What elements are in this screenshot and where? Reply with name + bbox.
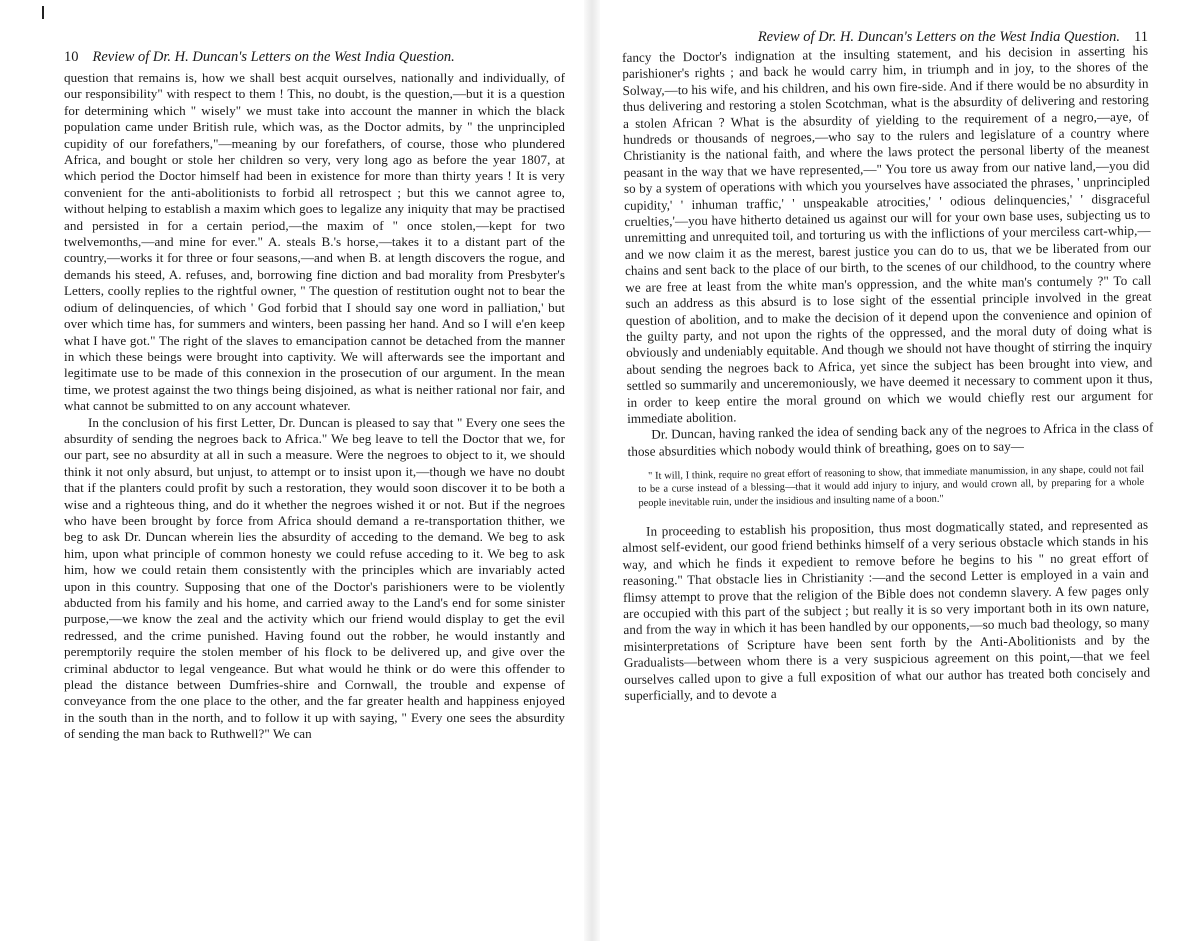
left-running-head <box>64 48 565 66</box>
right-body-text <box>622 43 1154 460</box>
block-quote: " It will, I think, require no great effort of reasoning to show, that immediate manumission, in any shape, could not fail to be a curse instead of a blessing—that it would add injury to injury, and would crown all, by preparing for a whole people inevitable ruin, under the insidious and insulting name of a boon." <box>638 464 1145 509</box>
left-page <box>0 0 585 941</box>
right-paragraph: Dr. Duncan, having ranked the idea of sending back any of the negroes to Africa in the class of those absurdities which nobody would think of breathing, goes on to say— <box>627 419 1154 459</box>
right-page-number: 11 <box>1134 29 1148 45</box>
left-paragraph: question that remains is, how we shall best acquit ourselves, nationally and individually, of our responsibility" with respect to them ! This, no doubt, is the question,—but it is a question for determining which " wisely" we must take into account the manner in which the black population came under British rule, which was, as the Doctor admits, by " the unprincipled cupidity of our forefathers,"—meaning by our forefathers, of course, those who plundered Africa, and bought or stole her children so very, very long ago as before the year 1807, at which period the Doctor himself had been in existence for more than thirty years ! It is very convenient for the anti-abolitionists to forbid all retrospect ; but this we cannot agree to, without helping to establish a maxim which goes to legalize any iniquity that may be practised and persisted in for a certain period,—the maxim of " once stolen,—kept for two twelvemonths,—and mine for ever." A. steals B.'s horse,—takes it to a distant part of the country,—works it for three or four seasons,—and when B. at length discovers the rogue, and demands his steed, A. refuses, and, borrowing fine diction and bad morality from Presbyter's Letters, coolly replies to the rightful owner, " The question of restitution ought not to bear the odium of delinquencies, of which ' God forbid that I should say one word in palliation,' but over which time has, for summers and winters, been passing her hand. And so I will e'en keep what I have got." The right of the slaves to emancipation cannot be detached from the manner in which these beings were brought into captivity. We will afterwards see the important and legitimate use to be made of this connexion in the prosecution of our argument. In the mean time, we protest against the two things being disjoined, as what is neither rational nor fair, and what cannot be submitted to on any account whatever. <box>64 70 565 414</box>
right-page <box>600 0 1200 941</box>
right-running-title: Review of Dr. H. Duncan's Letters on the West India Question. <box>757 29 1121 45</box>
right-paragraph: fancy the Doctor's indignation at the insulting statement, and his decision in asserting his parishioner's rights ; and back he would carry him, in triumph and in joy, to the shores of the Solway,—to his wife, and his children, and his own fire-side. And if there would be no absurdity in thus delivering and restoring a stolen Scotchman, what is the absurdity of delivering and restoring a stolen African ? What is the absurdity of yielding to the requirement of a negro,—aye, of hundreds or thousands of negroes,—who say to the rulers and legislature of a country where Christianity is the national faith, and where the laws protect the personal liberty of the meanest peasant in the way that we have represented,—" You tore us away from our native land,—you did so by a system of operations with which you yourselves have associated the phrases, ' unprincipled cupidity,' ' inhuman traffic,' ' unspeakable atrocities,' ' odious delinquencies,' ' disgraceful cruelties,'—you have hitherto detained us against our will for your own base uses, subjecting us to unremitting and unrequited toil, and torturing us with the inflictions of your merciless cart-whip,—and we now claim it as the merest, barest justice you can do to us, that we be liberated from our chains and sent back to the place of our birth, to the scenes of our childhood, to the country where we are free at least from the white man's oppression, and the white man's contumely ?" To call such an address as this absurd is to lose sight of the essential principle involved in the great question of abolition, and to make the decision of it depend upon the convenience and opinion of the guilty party, and not upon the rights of the oppressed, and the moral duty of doing what is obviously and undeniably equitable. And though we should not have thought of stirring the inquiry about sending the negroes back to Africa, yet since the subject has been brought into view, and settled so summarily and unceremoniously, we have deemed it necessary to comment upon it thus, in order to keep entire the moral ground on which we would chiefly rest our argument for immediate abolition. <box>622 42 1153 426</box>
left-paragraph: In the conclusion of his first Letter, Dr. Duncan is pleased to say that " Every one sees the absurdity of sending the negroes back to Africa." We beg leave to tell the Doctor that we, for our part, see no absurdity at all in such a measure. Were the negroes to object to it, we should think it not only absurd, but unjust, to attempt or to insist upon it,—though we have no doubt that if the planters could profit by such a restoration, they would soon discover it to be both a wise and a righteous thing, and do it whether the negroes wished it or not. But if the negroes who have been brought by force from Africa should demand a re-transportation thither, we beg to ask Dr. Duncan wherein lies the absurdity of acceding to the demand. We beg to ask him, upon what principle of common honesty we could refuse acceding to it. We beg to ask him, how we could retain them consistently with the principles which are invariably acted upon in this country. Supposing that one of the Doctor's parishioners were to be violently abducted from his family and his home, and carried away to the Land's end for some sinister purpose,—we know the zeal and the activity which our friend would display to get the evil redressed, and the crime punished. Having found out the robber, he would instantly and peremptorily require the stolen member of his flock to be delivered up, and give over the criminal abductor to legal vengeance. But what would he think or do were this offender to plead the distance between Dumfries-shire and Cornwall, the trouble and expense of conveyance from the one place to the other, and the far greater health and happiness enjoyed in the south than in the north, and to follow it up with saying, " Every one sees the absurdity of sending the man back to Ruthwell?" We can <box>64 414 565 742</box>
book-gutter <box>584 0 600 941</box>
left-body-text <box>64 70 565 743</box>
left-page-number: 10 <box>64 49 79 65</box>
right-paragraph: In proceeding to establish his proposition, thus most dogmatically stated, and represented as almost self-evident, our good friend bethinks himself of a very serious obstacle which stands in his way, and which he finds it expedient to remove before he begins to his " no great effort of reasoning." That obstacle lies in Christianity :—and the second Letter is employed in a vain and flimsy attempt to prove that the religion of the Bible does not condemn slavery. A few pages only are occupied with this part of the subject ; but really it is so very important both in its own nature, and from the way in which it has been handled by our opponents,—so much bad theology, so many misinterpretations of Scripture have been sent forth by the Anti-Abolitionists and by the Gradualists—between whom there is a very suspicious agreement on this point,—that we feel ourselves called upon to give a full exposition of what our author has treated both concisely and superficially, and to devote a <box>622 517 1151 704</box>
right-body-text-continued <box>622 517 1150 705</box>
left-running-title: Review of Dr. H. Duncan's Letters on the West India Question. <box>92 49 455 65</box>
